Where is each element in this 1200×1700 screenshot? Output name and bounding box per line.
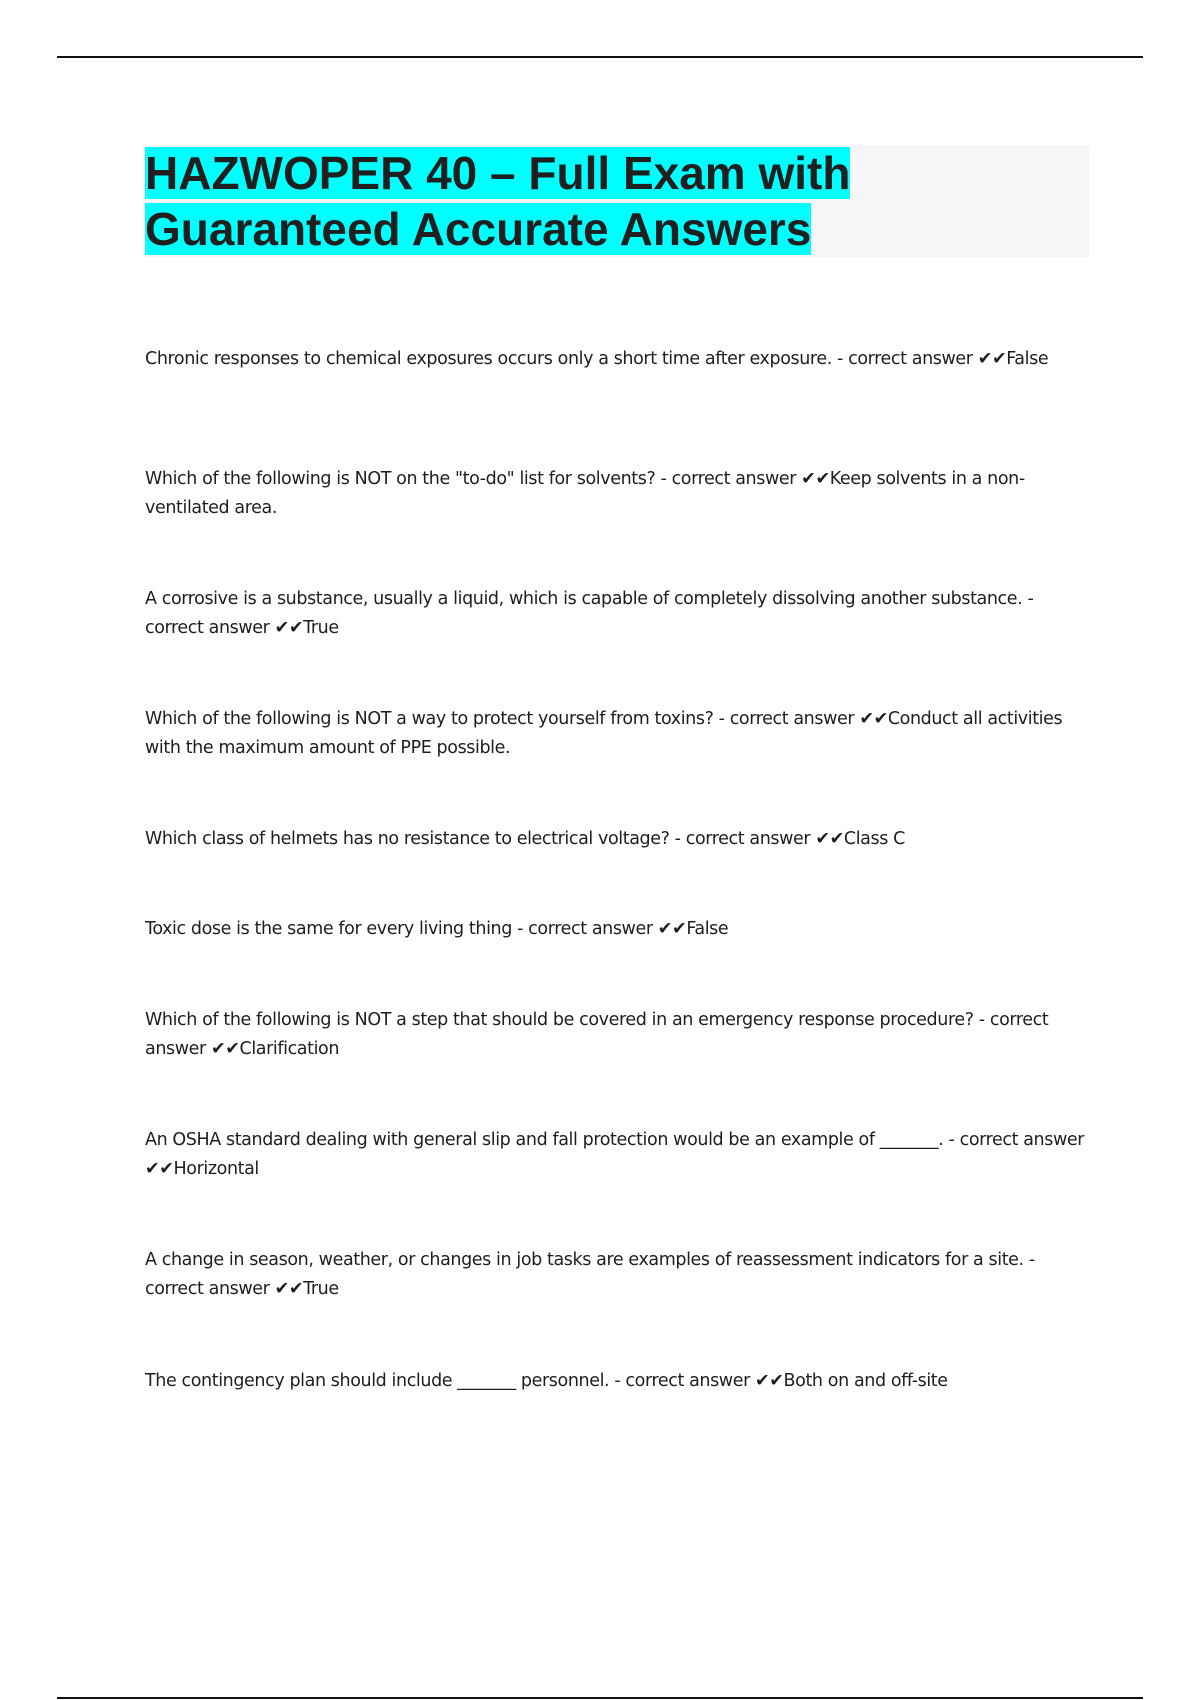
qa-item-8: An OSHA standard dealing with general slip and fall protection would be an example of _______. - correct answer ✔✔Horizontal [145, 1130, 1085, 1179]
qa-item-5: Which class of helmets has no resistance to electrical voltage? - correct answer ✔✔Class C [145, 829, 905, 849]
bottom-rule [57, 1697, 1143, 1699]
qa-item-3: A corrosive is a substance, usually a liquid, which is capable of completely dissolving another substance. - correct answer ✔✔True [145, 589, 1034, 638]
title-highlight: HAZWOPER 40 – Full Exam with Guaranteed Accurate Answers [145, 147, 851, 255]
qa-item-4: Which of the following is NOT a way to protect yourself from toxins? - correct answer ✔✔Conduct all activities with the maximum amount of PPE possible. [145, 709, 1063, 758]
top-rule [57, 56, 1143, 58]
document-title [145, 145, 1089, 257]
qa-item-7: Which of the following is NOT a step that should be covered in an emergency response procedure? - correct answer ✔✔Clarification [145, 1010, 1049, 1059]
qa-item-1: Chronic responses to chemical exposures occurs only a short time after exposure. - correct answer ✔✔False [145, 349, 1049, 369]
title-block [145, 145, 1089, 257]
qa-item-6: Toxic dose is the same for every living thing - correct answer ✔✔False [145, 919, 729, 939]
qa-item-2: Which of the following is NOT on the "to-do" list for solvents? - correct answer ✔✔Keep solvents in a non-ventilated area. [145, 469, 1025, 518]
qa-item-9: A change in season, weather, or changes in job tasks are examples of reassessment indicators for a site. - correct answer ✔✔True [145, 1250, 1035, 1299]
qa-item-10: The contingency plan should include _______ personnel. - correct answer ✔✔Both on and off-site [145, 1371, 948, 1391]
